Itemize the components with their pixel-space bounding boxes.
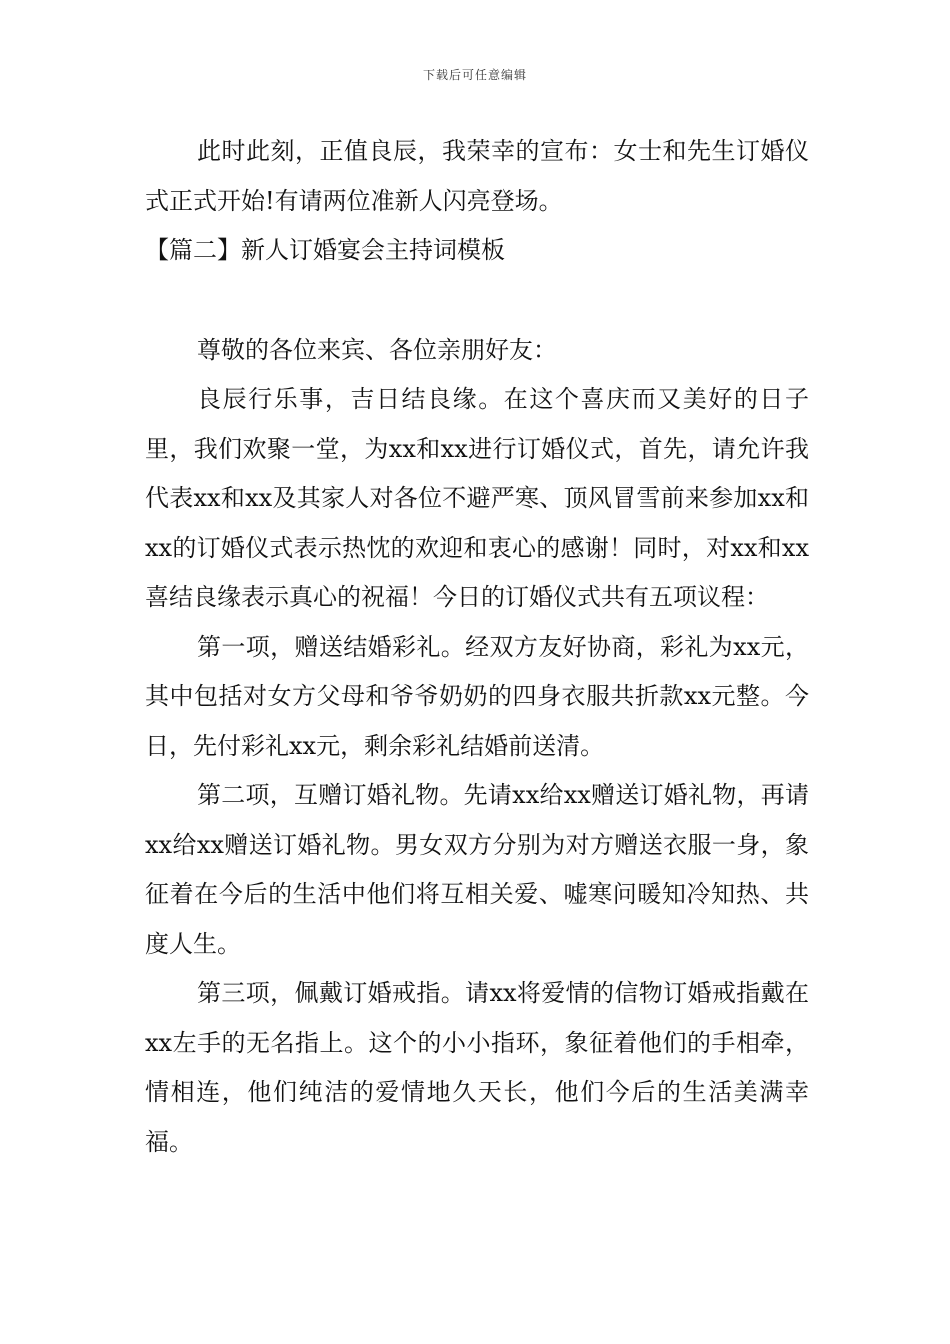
paragraph-intro: 良辰行乐事，吉日结良缘。在这个喜庆而又美好的日子里，我们欢聚一堂，为xx和xx进行订婚仪式，首先，请允许我代表xx和xx及其家人对各位不避严寒、顶风冒雪前来参加xx和xx的订婚仪式表示热忱的欢迎和衷心的感谢！同时，对xx和xx喜结良缘表示真心的祝福！今日的订婚仪式共有五项议程： bbox=[145, 385, 809, 611]
header-note: 下载后可任意编辑 bbox=[422, 68, 527, 82]
blank-line bbox=[145, 276, 809, 326]
paragraph-item-3: 第三项，佩戴订婚戒指。请xx将爱情的信物订婚戒指戴在xx左手的无名指上。这个的小小指环，象征着他们的手相牵，情相连，他们纯洁的爱情地久天长，他们今后的生活美满幸福。 bbox=[145, 979, 809, 1156]
paragraph-opening: 此时此刻，正值良辰，我荣幸的宣布：女士和先生订婚仪式正式开始!有请两位准新人闪亮登场。 bbox=[145, 137, 809, 215]
paragraph-greeting: 尊敬的各位来宾、各位亲朋好友： bbox=[197, 335, 557, 364]
paragraph-item-2: 第二项，互赠订婚礼物。先请xx给xx赠送订婚礼物，再请xx给xx赠送订婚礼物。男女双方分别为对方赠送衣服一身，象征着在今后的生活中他们将互相关爱、嘘寒问暖知冷知热、共度人生。 bbox=[145, 781, 809, 958]
section-title: 【篇二】新人订婚宴会主持词模板 bbox=[145, 236, 505, 264]
document-body bbox=[145, 127, 809, 1167]
paragraph-item-1: 第一项，赠送结婚彩礼。经双方友好协商，彩礼为xx元，其中包括对女方父母和爷爷奶奶的四身衣服共折款xx元整。今日，先付彩礼xx元，剩余彩礼结婚前送清。 bbox=[145, 632, 809, 760]
